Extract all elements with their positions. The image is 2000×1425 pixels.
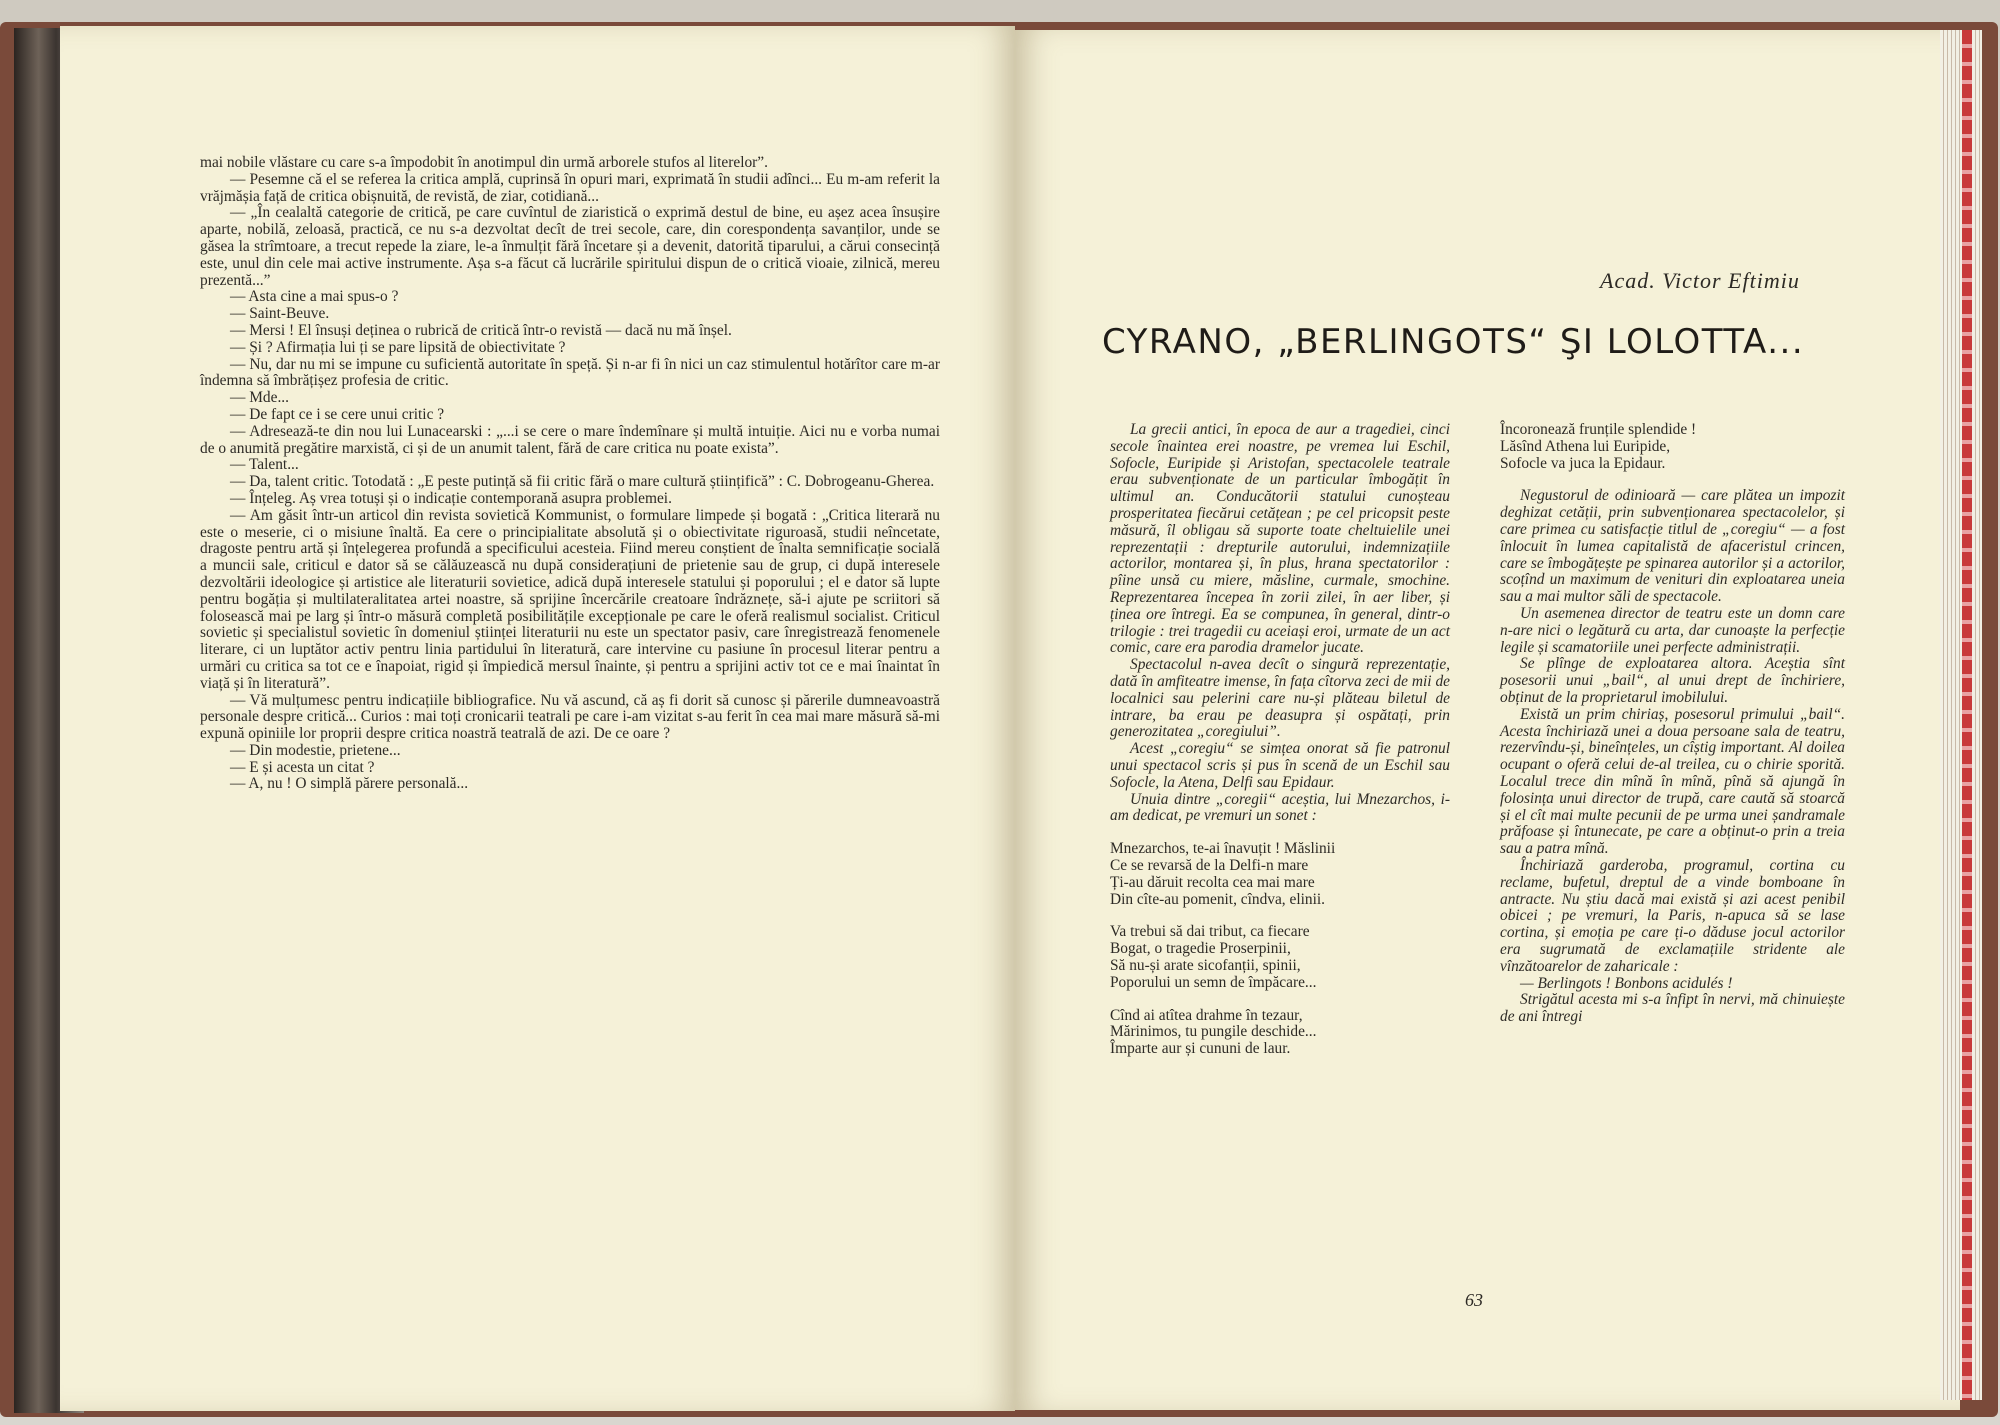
paragraph: — Asta cine a mai spus-o ? [230,288,399,306]
verse-line: Împarte aur și cununi de laur. [1110,1040,1291,1058]
verse-line: Ce se revarsă de la Delfi-n mare [1110,856,1309,874]
paragraph: — Adresează-te din nou lui Lunacearski : „...i se cere o mare îndemînare și multă intuiție. Aici nu e vorba numai de o anumită pregătire marxistă, ci și de un anumit talent, fără de care critica nu poate exista”. [200,422,940,457]
verse-line: Bogat, o tragedie Proserpinii, [1110,940,1291,958]
paragraph: Unuia dintre „coregii“ aceștia, lui Mnezarchos, i-am dedicat, pe vremuri un sonet : [1110,790,1450,825]
paragraph: Se plînge de exploatarea altora. Aceștia sînt posesorii unui „bail“, al unui drept de închiriere, obținut de la proprietarul imobilului. [1500,655,1845,706]
author-name: Acad. Victor Eftimiu [1600,268,1800,293]
article-title: CYRANO, „BERLINGOTS“ ŞI LOLOTTA... [1102,322,1805,362]
verse-line: Mnezarchos, te-ai înavuțit ! Măslinii [1110,840,1336,858]
article-column-1 [1110,422,1450,1058]
paragraph: — De fapt ce i se cere unui critic ? [230,405,445,423]
article-column-2 [1500,422,1845,1026]
red-bookmark-edge [1962,30,1972,1400]
verse-line: Ți-au dăruit recolta cea mai mare [1110,873,1315,891]
paragraph: — Talent... [230,456,299,474]
page-number: 63 [1465,1290,1483,1310]
paragraph: Spectacolul n-avea decît o singură reprezentație, dată în amfiteatre imense, în fața cîtorva zeci de mii de localnici sau pelerini care nu-și plăteau biletul de intrare, ba erau pe deasupra și ospătați, prin generozitatea „coregiului”. [1110,656,1450,741]
verse-line: Lăsînd Athena lui Euripide, [1500,437,1671,455]
paragraph: — Berlingots ! Bonbons acidulés ! [1520,974,1733,992]
paragraph: — Pesemne că el se referea la critica amplă, cuprinsă în opuri mari, exprimată în studii adînci... Eu m-am referit la vrăjmășia față de critica obișnuită, de revistă, de ziar, cotidiană... [200,170,940,205]
paragraph: — „În cealaltă categorie de critică, pe care cuvîntul de ziaristică o exprimă destul de bine, eu așez acea însușire aparte, nobilă, zeloasă, practică, ce nu s-a dezvoltat decît de trei secole, care, din corespondența savanților, unde se găsea la strîmtoare, a trecut repede la ziare, le-a înmulțit fără încetare și a devenit, datorită tiparului, a cărui consecință este, unul din cele mai active instrumente. Așa s-a făcut că lucrările spiritului dispun de o critică vioaie, zilnică, mereu prezentă...” [200,204,940,289]
paragraph: — Mde... [230,389,289,407]
paragraph: Negustorul de odinioară — care plătea un impozit deghizat cetății, prin subvenționarea spectacolelor, și care primea cu satisfacție titlul de „coregiu“ — a fost înlocuit în lumea capitalistă de afaceristul crincen, care se îmbogățește pe spinarea autorilor și a actorilor, scoțînd un maximum de venituri din exploatarea uneia sau a mai multor săli de spectacole. [1500,487,1845,606]
paragraph: Un asemenea director de teatru este un domn care n-are nici o legătură cu arta, dar cunoaște la perfecție legile și scamatoriile unei perfecte administrații. [1500,604,1845,656]
verse-line: Sofocle va juca la Epidaur. [1500,454,1666,472]
paragraph: — Și ? Afirmația lui ți se pare lipsită de obiectivitate ? [230,338,566,356]
verse-line: Încoronează frunțile splendide ! [1500,421,1697,438]
verse-line: Poporului un semn de împăcare... [1110,973,1317,991]
page-edges [1940,30,1982,1400]
paragraph: — Am găsit într-un articol din revista sovietică Kommunist, o formulare limpede și bogată : „Critica literară nu este o meserie, ci o misiune înaltă. Ea cere o principialitate absolută și o obiectivitate riguroasă, studii neîncetate, dragoste pentru artă și înțelegerea profundă a specificului acesteia. Fiind mereu conștient de înalta semnificație socială a muncii sale, criticul e dator să se călăuzească nu după considerațiuni de prietenie sau de grup, ci după interesele dezvoltării ideologice și artistice ale literaturii sovietice, adică după interesele statului și poporului ; el e dator să lupte pentru bogăția și multilateralitatea artei noastre, să sprijine încercările creatoare îndrăznețe, să-i ajute pe scriitori să folosească mai pe larg și într-o măsură completă posibilitățile excepționale pe care le oferă realismul socialist. Criticul sovietic și specialistul sovietic în domeniul științei literaturii nu este un spectator pasiv, care înregistrează fenomenele literare, ci un luptător activ pentru linia partidului în literatură, care intervine cu pasiune în procesul literar pentru a urmări cu critica sa tot ce e înapoiat, rigid și împiedică mersul înainte, și pentru a sprijini activ tot ce e mai înaintat în viață și în literatură”. [200,506,940,692]
paragraph: Acest „coregiu“ se simțea onorat să fie patronul unui spectacol scris și pus în scenă de un Eschil sau Sofocle, la Atena, Delfi sau Epidaur. [1110,740,1450,791]
paragraph: mai nobile vlăstare cu care s-a împodobit în anotimpul din urmă arborele stufos al literelor”. [200,154,768,171]
paragraph: — Da, talent critic. Totodată : „E peste putință să fii critic fără o mare cultură științifică” : C. Dobrogeanu-Gherea. [230,473,935,491]
verse-line: Va trebui să dai tribut, ca fiecare [1110,923,1310,941]
paragraph: — Saint-Beuve. [230,305,330,323]
verse-line: Din cîte-au pomenit, cîndva, elinii. [1110,890,1325,908]
verse-line: Să nu-și arate sicofanții, spinii, [1110,956,1301,974]
paragraph: — Din modestie, prietene... [230,741,401,759]
paragraph: La grecii antici, în epoca de aur a tragediei, cinci secole înaintea erei noastre, pe vremea lui Eschil, Sofocle, Euripide și Aristofan, spectacolele teatrale erau subvenționate de un particular îmbogățit în ultimul an. Conducătorii statului cunoșteau prosperitatea fiecărui cetățean ; pe cel pricopsit peste măsură, îl obligau să suporte toate cheltuielile unei reprezentații : drepturile autorului, indemnizațiile actorilor, montarea și, în plus, hrana spectatorilor : pîine unsă cu miere, măsline, curmale, smochine. Reprezentarea începea în zorii zilei, în aer liber, și ținea ore întregi. Ea se compunea, în general, dintr-o trilogie : trei tragedii cu aceiași eroi, urmate de un act comic, care era parodia dramelor jucate. [1110,421,1450,657]
paragraph: Strigătul acesta mi s-a înfipt în nervi, mă chinuiește de ani întregi [1500,991,1845,1026]
paragraph: — Înțeleg. Aș vrea totuși și o indicație contemporană asupra problemei. [230,489,672,507]
paragraph: — Vă mulțumesc pentru indicațiile bibliografice. Nu vă ascund, că aș fi dorit să cunosc și părerile dumneavoastră personale despre critică... Curios : mai toți cronicarii teatrali pe care i-am vizitat s-au ferit în cea mai mare măsură să-mi expună opiniile lor proprii despre critica noastră teatrală de azi. De ce oare ? [200,691,940,743]
paragraph: — A, nu ! O simplă părere personală... [230,775,469,793]
verse-line: Mărinimos, tu pungile deschide... [1110,1023,1317,1041]
verse-line: Cînd ai atîtea drahme în tezaur, [1110,1006,1303,1024]
paragraph: Închiriază garderoba, programul, cortina cu reclame, bufetul, dreptul de a vinde bomboane în antracte. Nu știu dacă mai există și azi acest penibil obicei ; pe vremuri, la Paris, n-apuca să se lase cortina, și emoția pe care ți-o dăduse jocul actorilor era sugrumată de exclamațiile stridente ale vînzătoarelor de zaharicale : [1500,856,1845,975]
paragraph: — Nu, dar nu mi se impune cu suficientă autoritate în speță. Și n-ar fi în nici un caz stimulentul hotărîtor care m-ar îndemna să îmbrățișez profesia de critic. [200,355,940,390]
paragraph: — E și acesta un citat ? [230,758,375,776]
paragraph: — Mersi ! El însuși deținea o rubrică de critică într-o revistă — dacă nu mă înșel. [230,321,732,339]
left-page-text [200,155,940,793]
paragraph: Există un prim chiriaș, posesorul primului „bail“. Acesta închiriază unei a doua persoane sala de teatru, rezervîndu-și, bineînțeles, un cîștig important. Al doilea ocupant o oferă celui de-al treilea, cu o chirie sporită. Localul trece din mînă în mînă, pînă să ajungă în folosința unui director de trupă, care caută să stoarcă și el cît mai multe pecunii de pe urma unei șandramale prăfoase și întunecate, pe care a obținut-o prin a treia sau a patra mînă. [1500,705,1845,858]
